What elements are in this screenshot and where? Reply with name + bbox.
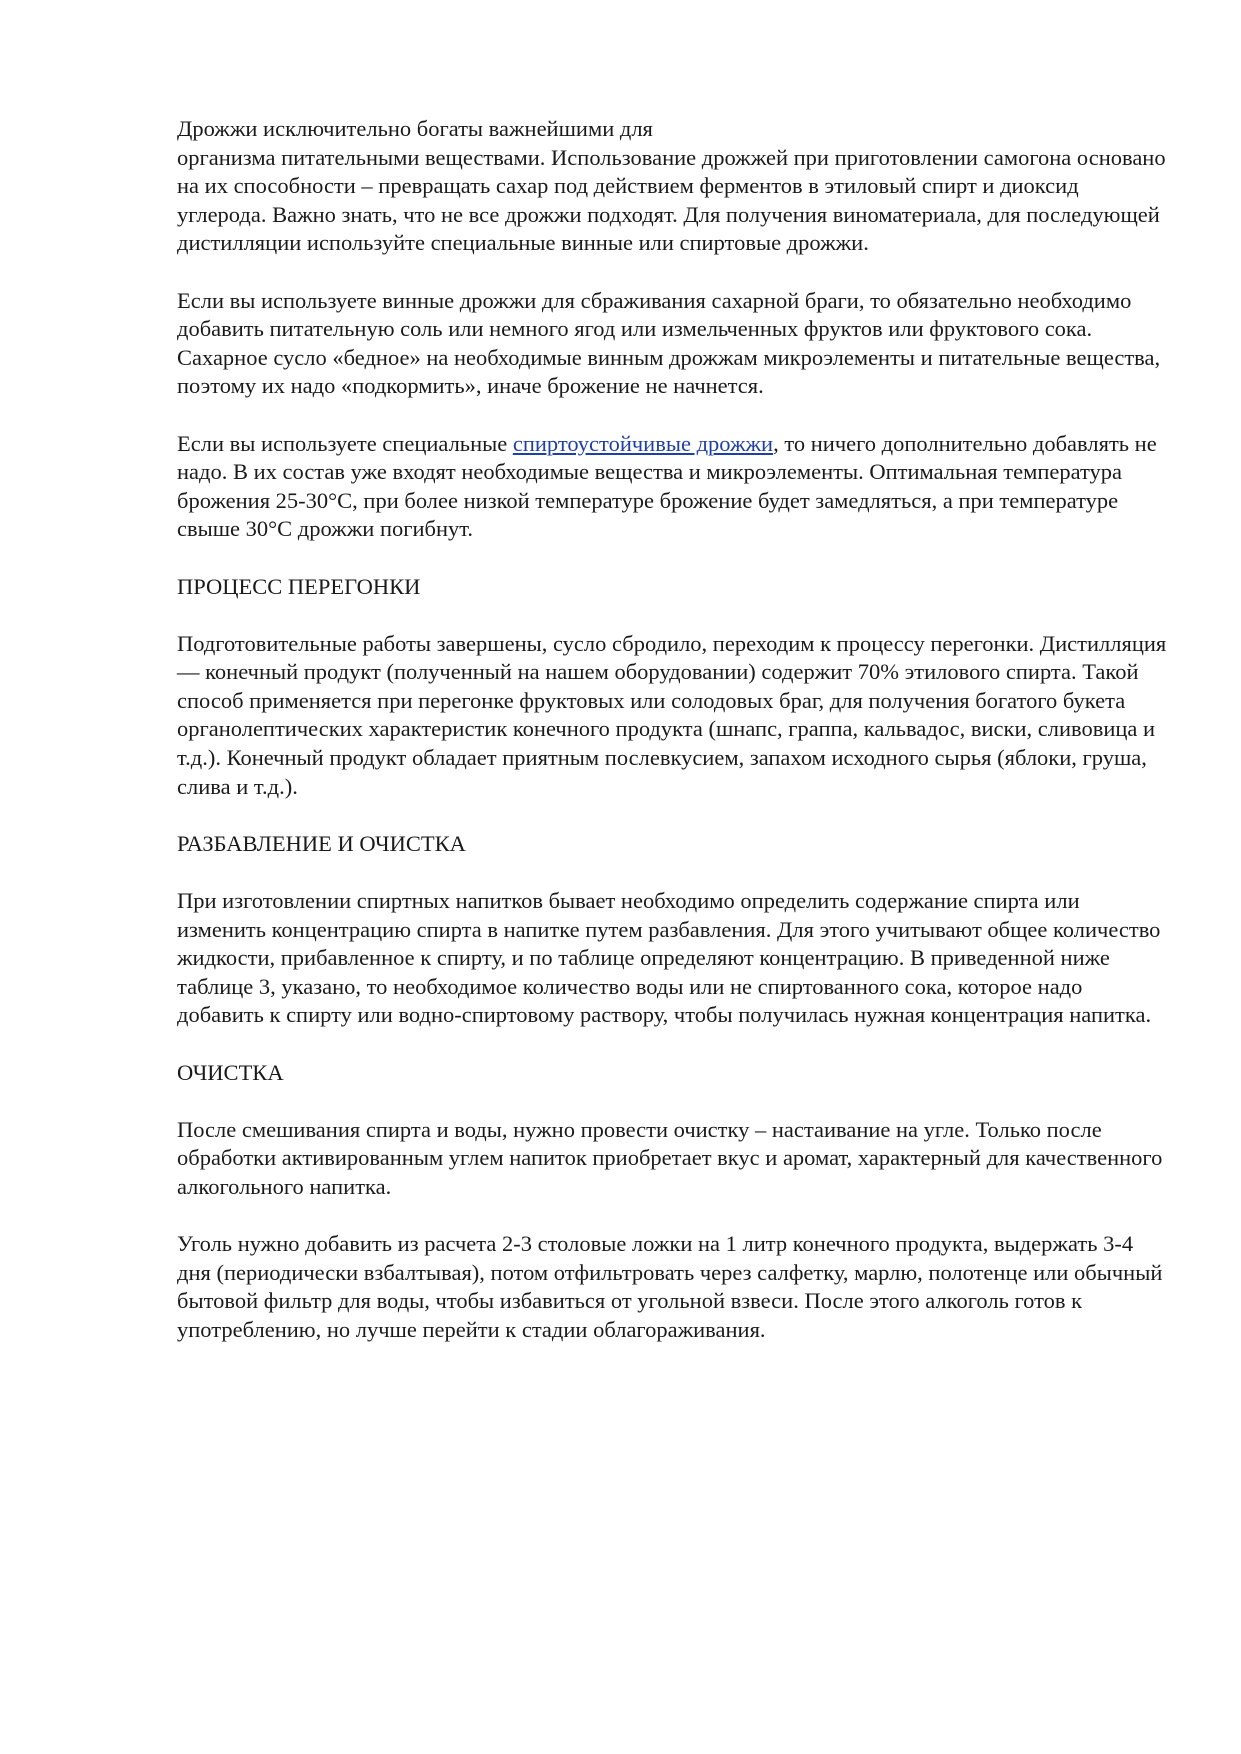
paragraph-yeast-intro-first-line: Дрожжи исключительно богаты важнейшими для [177,116,653,141]
document-page [177,115,1167,1373]
paragraph-yeast-intro-rest: организма питательными веществами. Использование дрожжей при приготовлении самогона основано на их способности – превращать сахар под действием ферментов в этиловый спирт и диоксид углерода. Важно знать, что не все дрожжи подходят. Для получения виноматериала, для последующей дистилляции используйте специальные винные или спиртовые дрожжи. [177,144,1166,256]
heading-purification: ОЧИСТКА [177,1059,284,1085]
paragraph-charcoal: Уголь нужно добавить из расчета 2-3 столовые ложки на 1 литр конечного продукта, выдержать 3-4 дня (периодически взбалтывая), потом отфильтровать через салфетку, марлю, полотенце или обычный бытовой фильтр для воды, чтобы избавиться от угольной взвеси. После этого алкоголь готов к употреблению, но лучше перейти к стадии облагораживания. [177,1231,1163,1342]
paragraph-alcohol-resistant-yeast-after: , то ничего дополнительно добавлять не надо. В их состав уже входят необходимые вещества и микроэлементы. Оптимальная температура брожения 25-30°С, при более низкой температуре брожение будет замедляться, а при температуре свыше 30°С дрожжи погибнут. [177,430,1157,542]
paragraph-purification: После смешивания спирта и воды, нужно провести очистку – настаивание на угле. Только после обработки активированным углем напиток приобретает вкус и аромат, характерный для качественного алкогольного напитка. [177,1116,1163,1199]
heading-dilution-and-purification: РАЗБАВЛЕНИЕ И ОЧИСТКА [177,830,466,856]
heading-distillation-process: ПРОЦЕСС ПЕРЕГОНКИ [177,573,421,599]
alcohol-resistant-yeast-link[interactable]: спиртоустойчивые дрожжи [512,430,774,456]
paragraph-yeast-intro [177,115,1167,258]
paragraph-alcohol-resistant-yeast [177,430,1167,544]
paragraph-distillation: Подготовительные работы завершены, сусло сбродило, переходим к процессу перегонки. Дистилляция — конечный продукт (полученный на нашем оборудовании) содержит 70% этилового спирта. Такой способ применяется при перегонке фруктовых или солодовых браг, для получения богатого букета органолептических характеристик конечного продукта (шнапс, граппа, кальвадос, виски, сливовица и т.д.). Конечный продукт обладает приятным послевкусием, запахом исходного сырья (яблоки, груша, слива и т.д.). [177,630,1167,799]
paragraph-dilution: При изготовлении спиртных напитков бывает необходимо определить содержание спирта или изменить концентрацию спирта в напитке путем разбавления. Для этого учитывают общее количество жидкости, прибавленное к спирту, и по таблице определяют концентрацию. В приведенной ниже таблице 3, указано, то необходимое количество воды или не спиртованного сока, которое надо добавить к спирту или водно-спиртовому раствору, чтобы получилась нужная концентрация напитка. [177,888,1161,1028]
paragraph-alcohol-resistant-yeast-before: Если вы используете специальные [177,430,513,456]
paragraph-wine-yeast: Если вы используете винные дрожжи для сбраживания сахарной браги, то обязательно необходимо добавить питательную соль или немного ягод или измельченных фруктов или фруктового сока. Сахарное сусло «бедное» на необходимые винным дрожжам микроэлементы и питательные вещества, поэтому их надо «подкормить», иначе брожение не начнется. [177,287,1161,399]
